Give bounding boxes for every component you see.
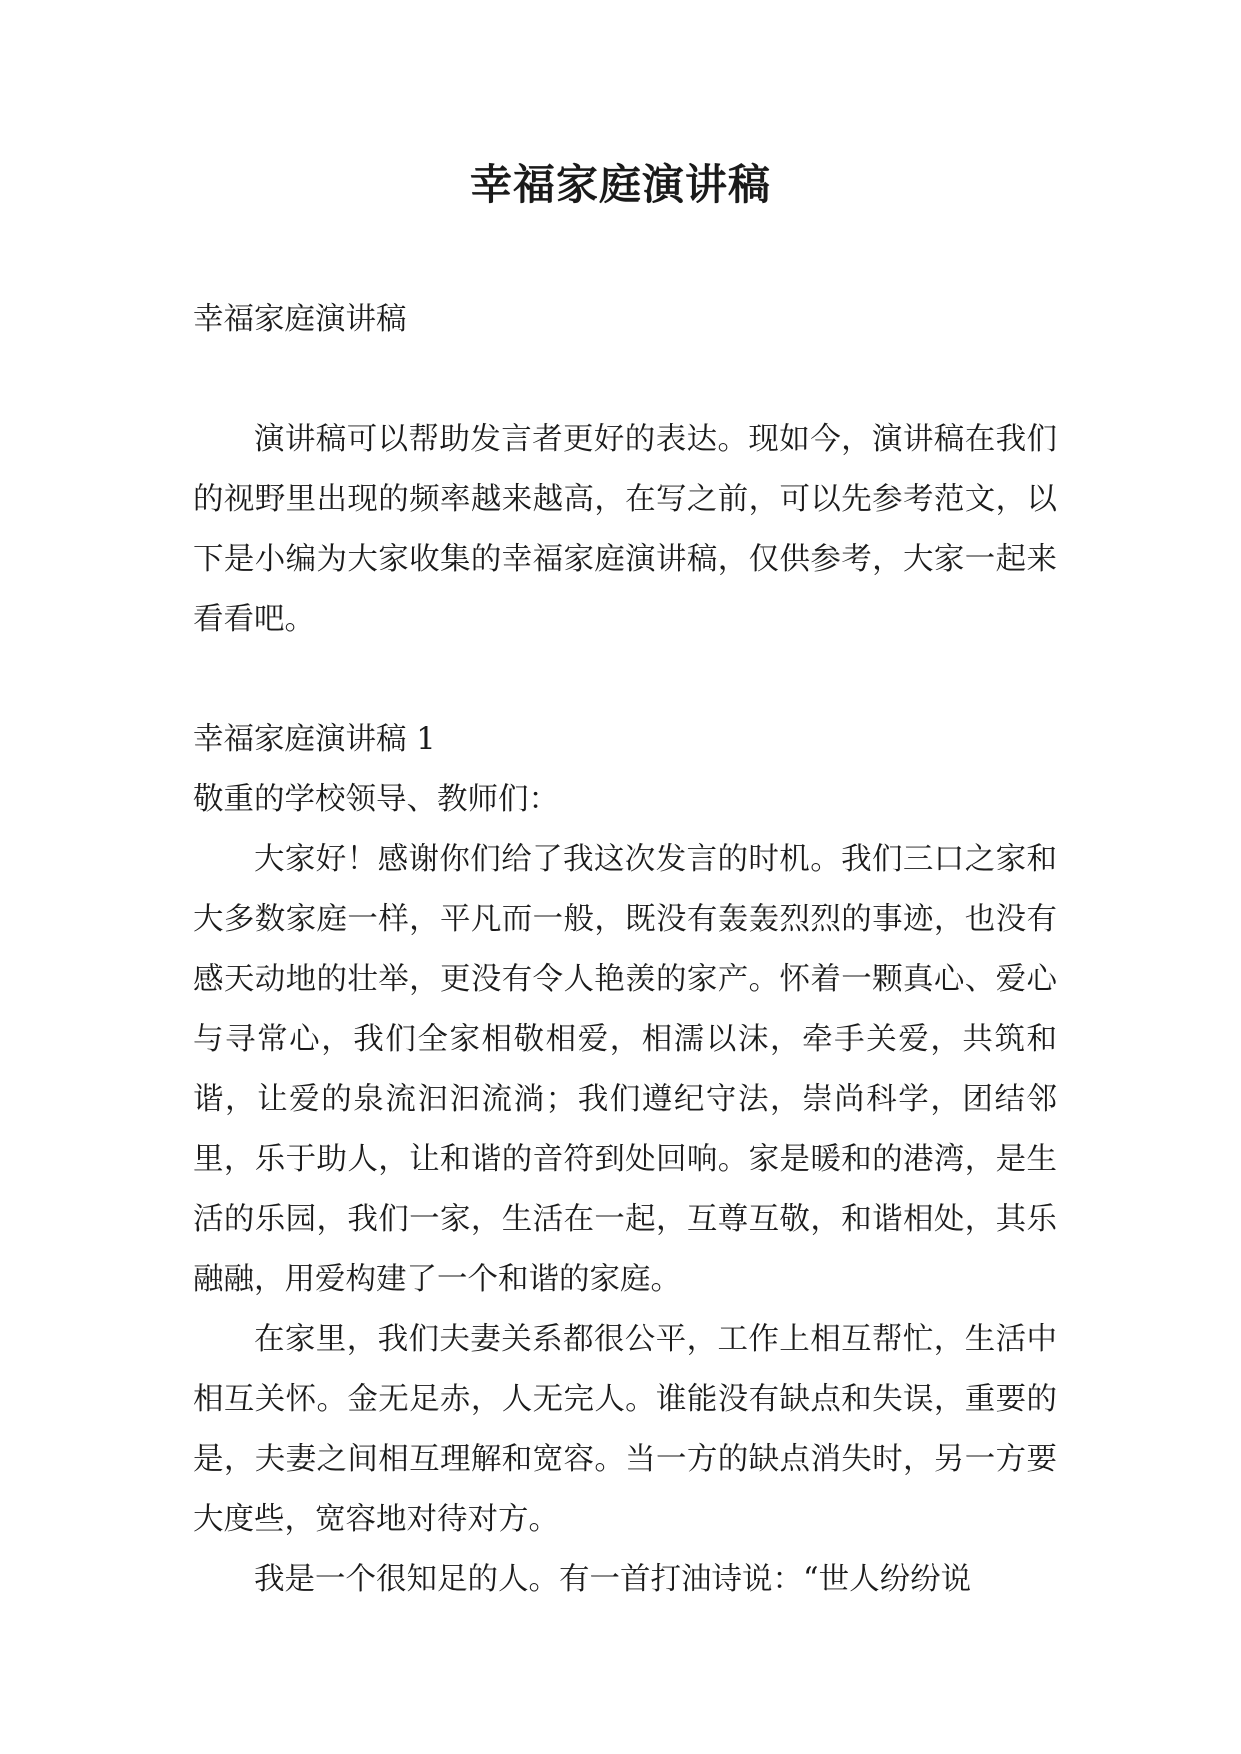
body-paragraph: 我是一个很知足的人。有一首打油诗说：“世人纷纷说 (254, 1562, 972, 1597)
spacer (193, 350, 1057, 410)
spacer (193, 650, 1057, 710)
body-paragraph: 大家好！感谢你们给了我这次发言的时机。我们三口之家和大多数家庭一样，平凡而一般，既没有轰轰烈烈的事迹，也没有感天动地的壮举，更没有令人艳羡的家产。怀着一颗真心、爱心与寻常心，我们全家相敬相爱，相濡以沫，牵手关爱，共筑和谐，让爱的泉流汩汩流淌；我们遵纪守法，崇尚科学，团结邻里，乐于助人，让和谐的音符到处回响。家是暖和的港湾，是生活的乐园，我们一家，生活在一起，互尊互敬，和谐相处，其乐融融，用爱构建了一个和谐的家庭。 (193, 842, 1057, 1297)
section-heading: 幸福家庭演讲稿 1 (193, 722, 436, 757)
document-title: 幸福家庭演讲稿 (469, 160, 771, 209)
document-body (193, 290, 1057, 1610)
salutation: 敬重的学校领导、教师们： (193, 782, 559, 817)
document-subtitle: 幸福家庭演讲稿 (193, 302, 407, 337)
body-paragraph: 在家里，我们夫妻关系都很公平，工作上相互帮忙，生活中相互关怀。金无足赤，人无完人。谁能没有缺点和失误，重要的是，夫妻之间相互理解和宽容。当一方的缺点消失时，另一方要大度些，宽容地对待对方。 (193, 1322, 1057, 1537)
intro-paragraph: 演讲稿可以帮助发言者更好的表达。现如今，演讲稿在我们的视野里出现的频率越来越高，在写之前，可以先参考范文，以下是小编为大家收集的幸福家庭演讲稿，仅供参考，大家一起来看看吧。 (193, 422, 1057, 637)
